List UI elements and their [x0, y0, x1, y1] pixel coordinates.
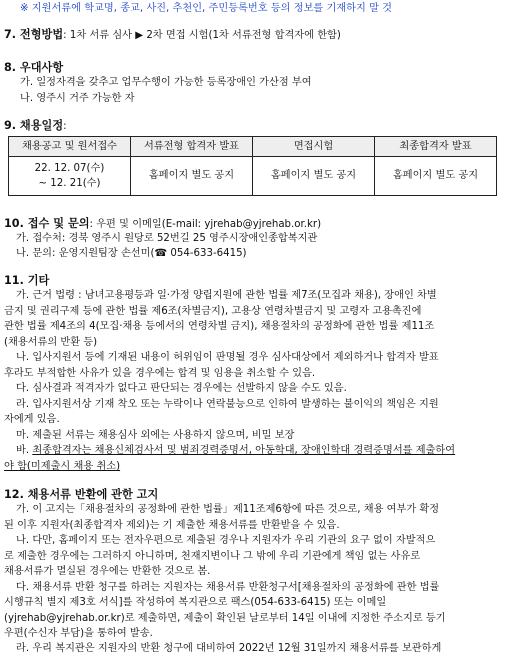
section-12-line: 된 이후 지원자(최종합격자 제외)는 기 제출한 채용서류를 반환받을 수 있음.: [4, 520, 340, 531]
notice-line: ※ 지원서류에 학교명, 종교, 사진, 추천인, 주민등록번호 등의 정보를 기재하지 말 것: [20, 3, 393, 14]
section-11-line: 라. 입사지원서상 기재 착오 또는 누락이나 연락불능으로 인하여 발생하는 불이익의 책임은 지원: [16, 399, 439, 410]
section-12-line: 채용서류가 멸실된 경우에는 반환한 것으로 봄.: [4, 566, 211, 577]
section-12-line: 다. 채용서류 반환 청구를 하려는 지원자는 채용서류 반환청구서[채용절차의 공정화에 관한 법률: [16, 582, 440, 593]
section-12-line: (yjrehab@yjrehab.or.kr)로 제출하면, 제출이 확인된 날로부터 14일 이내에 지정한 주소지로 등기: [4, 613, 446, 624]
underlined-item-continuation: 야 함(미제출시 채용 취소): [4, 461, 121, 472]
section-7-heading: 7. 전형방법: [4, 28, 64, 41]
section-11-line: 자에게 있음.: [4, 414, 60, 425]
schedule-cell: 홈페이지 별도 공지: [375, 157, 497, 196]
section-11-line: 관한 법률 제4조의 4(모집·채용 등에서의 연령차별 금지), 채용절차의 공정화에 관한 법률 제11조: [4, 321, 435, 332]
schedule-period-cell: [9, 157, 131, 196]
underlined-item-text: 최종합격자는 채용신체검사서 및 범죄경력증명서, 아동학대, 장애인학대 경력증명서를 제출하여: [32, 445, 456, 456]
schedule-cell: 홈페이지 별도 공지: [131, 157, 253, 196]
section-11-underlined-item: [16, 443, 455, 458]
period-end: ~ 12. 21(수): [38, 178, 101, 189]
section-11-line: (채용서류의 반환 등): [4, 337, 98, 348]
section-12-line: 나. 다만, 홈페이지 또는 전자우편으로 제출된 경우나 지원자가 우리 기관의 요구 없이 자발적으: [16, 535, 436, 546]
schedule-header-cell: 면접시험: [253, 137, 375, 157]
schedule-table: [8, 136, 497, 196]
section-12-line: 가. 이 고지는「채용절차의 공정화에 관한 법률」제11조제6항에 따른 것으로, 채용 여부가 확정: [16, 504, 440, 515]
section-8-item: 나. 영주시 거주 가능한 자: [20, 93, 135, 104]
section-8-item: 가. 일정자격을 갖추고 업무수행이 가능한 등록장애인 가산점 부여: [20, 77, 312, 88]
section-10-item: 나. 문의: 운영지원팀장 손선미(☎ 054-633-6415): [16, 248, 247, 259]
section-12-line: 로 제출한 경우에는 그러하지 아니하며, 천재지변이나 그 밖에 우리 기관에게 책임 없는 사유로: [4, 551, 421, 562]
section-12-line: 시행규칙 별지 제3호 서식]를 작성하여 복지관으로 팩스(054-633-6415) 또는 이메일: [4, 597, 387, 608]
section-10-heading: 10. 접수 및 문의: [4, 217, 90, 230]
section-11-line: 후라도 부적합한 사유가 있을 경우에는 합격 및 임용을 취소할 수 있음.: [4, 368, 316, 379]
section-9-colon: :: [63, 121, 67, 132]
section-12-line: 라. 우리 복지관은 지원자의 반환 청구에 대비하여 2022년 12월 31일까지 채용서류를 보관하게: [16, 643, 442, 654]
section-12-heading: 12. 채용서류 반환에 관한 고지: [4, 488, 159, 501]
section-12-line: 우편(수신자 부담)을 통하여 발송.: [4, 628, 153, 639]
section-11-line: 가. 근거 법령 : 남녀고용평등과 일·가정 양립지원에 관한 법률 제7조(모집과 채용), 장애인 차별: [16, 290, 437, 301]
section-11-line: 다. 심사결과 적격자가 없다고 판단되는 경우에는 선발하지 않을 수도 있음.: [16, 383, 347, 394]
section-9-heading: 9. 채용일정: [4, 119, 64, 132]
section-11-heading: 11. 기타: [4, 274, 50, 287]
section-11-line: 나. 입사지원서 등에 기재된 내용이 허위임이 판명될 경우 심사대상에서 제외하거나 합격자 발표: [16, 352, 439, 363]
schedule-table-header-row: [9, 137, 497, 157]
section-7-body: : 1차 서류 심사 ▶ 2차 면접 시험(1차 서류전형 합격자에 한함): [63, 30, 341, 41]
schedule-cell: 홈페이지 별도 공지: [253, 157, 375, 196]
underlined-item-prefix: 바.: [16, 445, 33, 456]
section-7: [4, 27, 341, 43]
schedule-header-cell: 채용공고 및 원서접수: [9, 137, 131, 157]
section-10-body: : 우편 및 이메일(E-mail: yjrehab@yjrehab.or.kr): [89, 219, 322, 230]
section-10-item: 가. 접수처: 경북 영주시 원당로 52번길 25 영주시장애인종합복지관: [16, 233, 318, 244]
schedule-table-row: [9, 157, 497, 196]
section-11-line: 마. 제출된 서류는 채용심사 외에는 사용하지 않으며, 비밀 보장: [16, 430, 295, 441]
section-11-line: 금지 및 권리구제 등에 관한 법률 제6조(차별금지), 고용상 연령차별금지 및 고령자 고용촉진에: [4, 306, 422, 317]
schedule-header-cell: 서류전형 합격자 발표: [131, 137, 253, 157]
schedule-header-cell: 최종합격자 발표: [375, 137, 497, 157]
section-8-heading: 8. 우대사항: [4, 61, 64, 74]
section-9: [4, 118, 67, 134]
section-10: [4, 216, 321, 232]
period-start: 22. 12. 07(수): [34, 162, 105, 174]
